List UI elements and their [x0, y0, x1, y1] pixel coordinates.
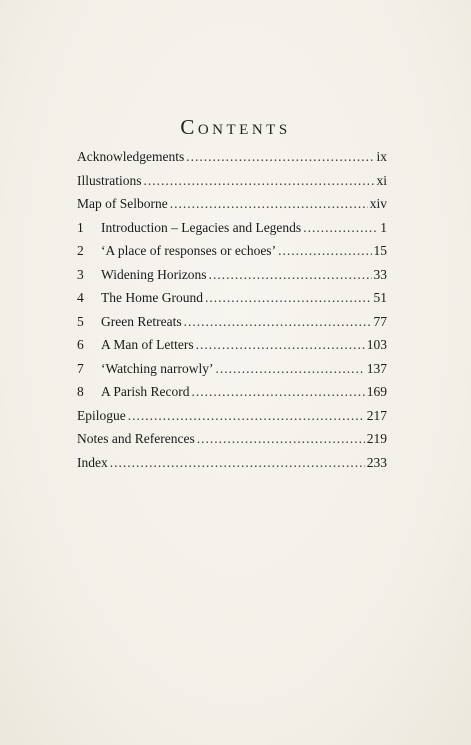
toc-chapter-entry — [77, 286, 387, 310]
toc-entry-page: 33 — [373, 266, 387, 282]
chapter-number: 2 — [77, 243, 84, 258]
toc-entry — [77, 192, 387, 216]
toc-entry — [77, 404, 387, 428]
toc-entry-title: ‘A place of responses or echoes’ — [101, 243, 277, 258]
toc-entry-page: 77 — [373, 313, 387, 329]
toc-chapter-entry — [77, 333, 387, 357]
dot-leader — [216, 357, 365, 381]
dot-leader — [196, 333, 365, 357]
dot-leader — [110, 451, 365, 475]
toc-entry-title: Widening Horizons — [101, 266, 207, 282]
toc-chapter-entry — [77, 263, 387, 287]
dot-leader — [144, 169, 375, 193]
dot-leader — [192, 380, 365, 404]
toc-chapter-entry — [77, 310, 387, 334]
toc-entry-title: Epilogue — [77, 407, 126, 423]
dot-leader — [209, 263, 372, 287]
toc-entry-page: 1 — [380, 219, 387, 235]
toc-chapter-entry — [77, 380, 387, 404]
toc-chapter-entry — [77, 239, 387, 263]
contents-list — [77, 145, 387, 474]
chapter-number: 3 — [77, 266, 84, 282]
toc-entry-title: Map of Selborne — [77, 196, 168, 211]
toc-entry — [77, 145, 387, 169]
toc-entry-title: Acknowledgements — [77, 149, 185, 164]
contents-heading: Contents — [180, 115, 291, 140]
toc-entry-page: 233 — [366, 454, 387, 470]
toc-entry — [77, 427, 387, 451]
toc-entry-page: 51 — [373, 290, 387, 305]
toc-entry — [77, 169, 387, 193]
toc-entry-title: Introduction – Legacies and Legends — [101, 219, 302, 235]
toc-entry-page: xi — [376, 172, 387, 188]
dot-leader — [128, 404, 365, 428]
toc-entry-page: 137 — [366, 360, 387, 376]
chapter-number: 6 — [77, 337, 84, 352]
toc-entry-page: 169 — [366, 384, 387, 399]
dot-leader — [197, 427, 365, 451]
dot-leader — [170, 192, 368, 216]
toc-entry-title: Illustrations — [77, 172, 142, 188]
toc-entry-page: xiv — [369, 196, 387, 211]
dot-leader — [303, 216, 378, 240]
toc-entry-page: 219 — [366, 431, 387, 446]
toc-entry-page: 217 — [366, 407, 387, 423]
toc-entry-page: 15 — [373, 243, 387, 258]
toc-entry — [77, 451, 387, 475]
dot-leader — [205, 286, 372, 310]
dot-leader — [278, 239, 371, 263]
chapter-number: 8 — [77, 384, 84, 399]
dot-leader — [184, 310, 372, 334]
toc-chapter-entry — [77, 357, 387, 381]
chapter-number: 7 — [77, 360, 84, 376]
toc-entry-title: Notes and References — [77, 431, 195, 446]
dot-leader — [186, 145, 374, 169]
chapter-number: 5 — [77, 313, 84, 329]
chapter-number: 1 — [77, 219, 84, 235]
toc-entry-title: The Home Ground — [101, 290, 203, 305]
toc-entry-page: 103 — [366, 337, 387, 352]
toc-entry-title: A Parish Record — [101, 384, 190, 399]
toc-entry-page: ix — [376, 149, 387, 164]
toc-entry-title: ‘Watching narrowly’ — [101, 360, 214, 376]
toc-entry-title: Index — [77, 454, 108, 470]
toc-chapter-entry — [77, 216, 387, 240]
chapter-number: 4 — [77, 290, 84, 305]
toc-entry-title: A Man of Letters — [101, 337, 194, 352]
toc-entry-title: Green Retreats — [101, 313, 182, 329]
